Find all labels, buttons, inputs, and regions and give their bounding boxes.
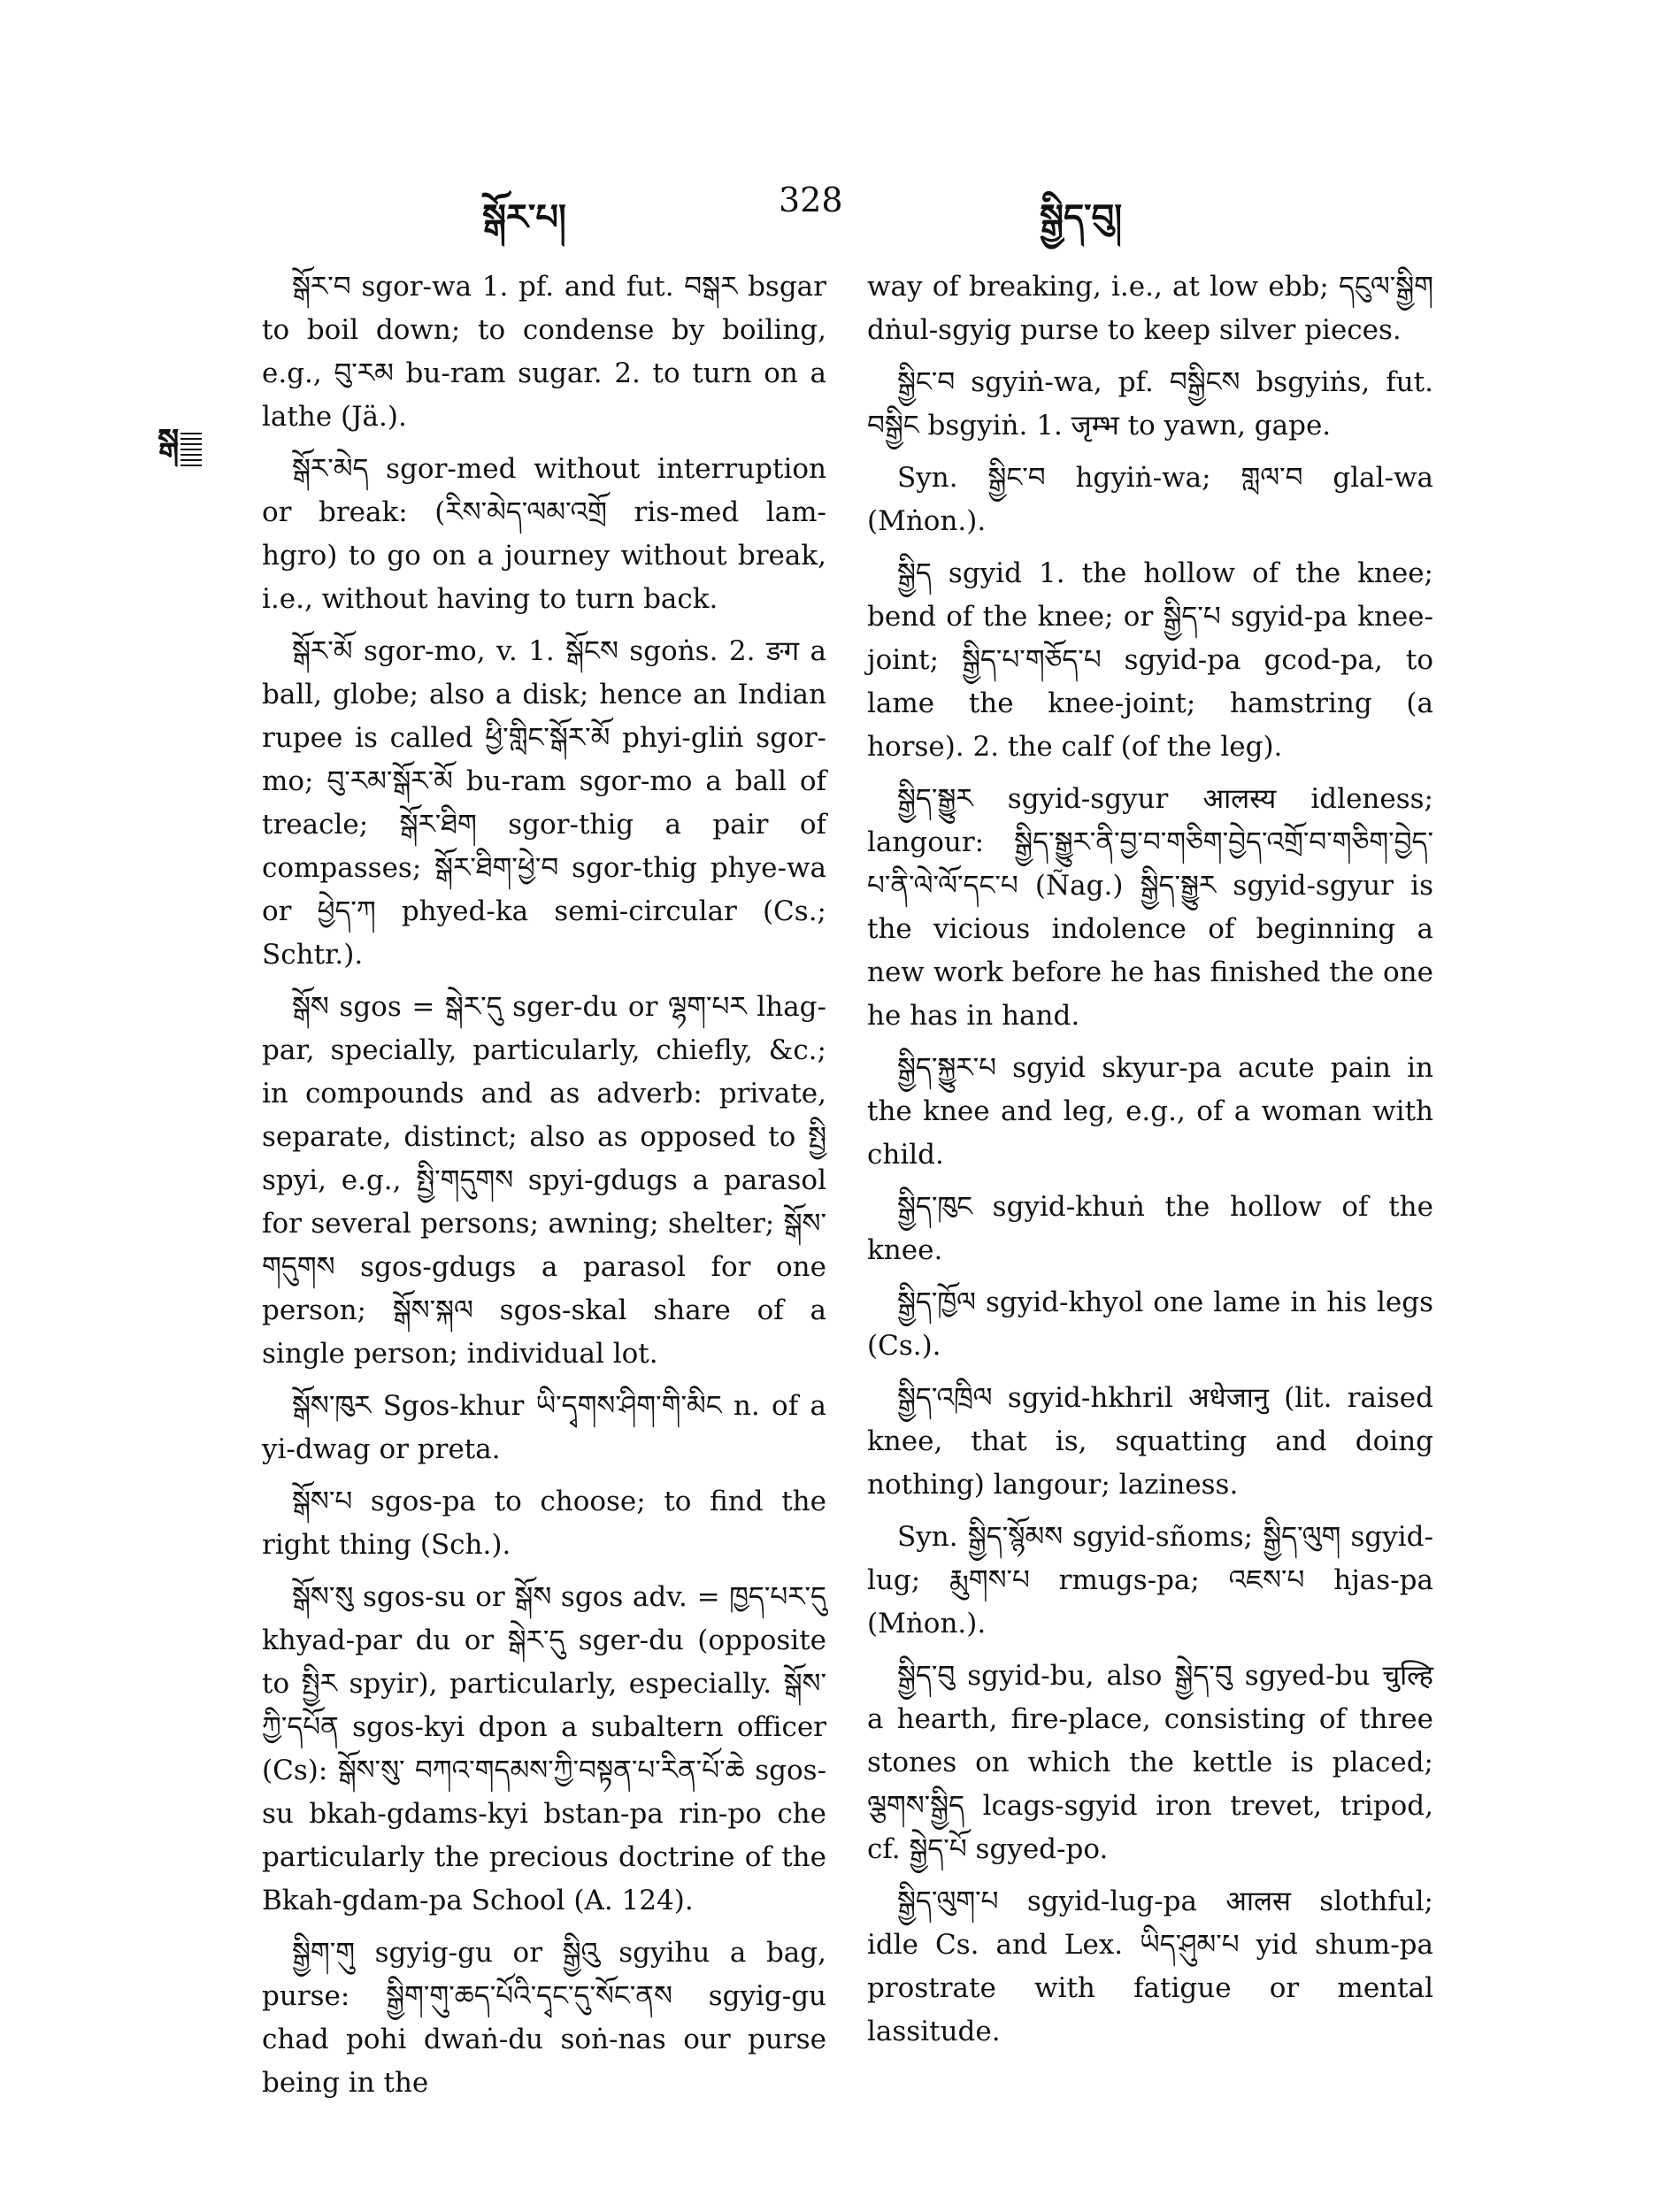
entry-sgos: སྒོས sgos = སྒེར་དུ sger-du or ལྷག་པར lhag-par, specially, particularly, chiefly, &c.; in compounds and as adverb: private, separate, distinct; also as opposed to སྤྱི spyi, e.g., སྤྱི་གདུགས spyi-gdugs a parasol for several persons; awning; shelter; སྒོས་གདུགས sgos-gdugs a parasol for one person; སྒོས་སྐལ sgos-skal share of a single person; individual lot.: [262, 991, 826, 1370]
entry-sgyid-lug-pa: སྒྱིད་ལུག་པ sgyid-lug-pa आलस slothful; idle Cs. and Lex. ཡིད་ཤུམ་པ yid shum-pa prostrate with fatigue or mental lassitude.: [867, 1886, 1433, 2047]
entry-sgyid-hkhril: སྒྱིད་འཁྲིལ sgyid-hkhril अधेजानु (lit. raised knee, that is, squatting and doing nothing) langour; laziness.: [867, 1382, 1433, 1501]
entry-sgos-khur: སྒོས་ཁུར Sgos-khur ཡི་དྭགས་ཤིག་གི་མིང n. of a yi-dwag or preta.: [262, 1390, 826, 1465]
entry-sgyig-gu: སྒྱིག་གུ sgyig-gu or སྒྱིའུ sgyihu a bag, purse: སྒྱིག་གུ་ཆད་པོའི་དྭང་དུ་སོང་ནས sgyig-gu chad pohi dwaṅ-du soṅ-nas our purse being in the: [262, 1937, 826, 2099]
side-letter-marker: [157, 423, 207, 476]
entry-sgyid-skyur-pa: སྒྱིད་སྐྱུར་པ sgyid skyur-pa acute pain in the knee and leg, e.g., of a woman with child.: [867, 1052, 1433, 1171]
entry-sgos-su: སྒོས་སུ sgos-su or སྒོས sgos adv. = ཁྱད་པར་དུ khyad-par du or སྒེར་དུ sger-du (opposite to སྤྱིར spyir), particularly, especially. སྒོས་ཀྱི་དཔོན sgos-kyi dpon a subaltern officer (Cs): སྒོས་སུ་ བཀའ་གདམས་ཀྱི་བསྟན་པ་རིན་པོ་ཆེ sgos-su bkah-gdams-kyi bstan-pa rin-po che particularly the precious doctrine of the Bkah-gdam-pa School (A. 124).: [262, 1581, 826, 1916]
side-letter: སྒ: [157, 422, 180, 459]
side-marker-lines: [180, 433, 202, 466]
entry-sgyid-khyol: སྒྱིད་ཁྱོལ sgyid-khyol one lame in his legs (Cs.).: [867, 1286, 1433, 1362]
entry-sgor-wa: སྒོར་བ sgor-wa 1. pf. and fut. བསྒར bsgar to boil down; to condense by boiling, e.g., བུ་རམ bu-ram sugar. 2. to turn on a lathe (Jä.).: [262, 271, 826, 433]
entry-sgor-med: སྒོར་མེད sgor-med without interruption or break: (རིས་མེད་ལམ་འགྲོ ris-med lam-hgro) to go on a journey without break, i.e., without having to turn back.: [262, 453, 826, 615]
page-number: 328: [779, 180, 843, 219]
page-header: [0, 175, 1659, 237]
entry-sgor-mo: སྒོར་མོ sgor-mo, v. 1. སྒོངས sgoṅs. 2. ङग a ball, globe; also a disk; hence an Indian rupee is called ཕྱི་གླིང་སྒོར་མོ phyi-gliṅ sgor-mo; བུ་རམ་སྒོར་མོ bu-ram sgor-mo a ball of treacle; སྒོར་ཐིག sgor-thig a pair of compasses; སྒོར་ཐིག་ཕྱེ་བ sgor-thig phye-wa or ཕྱེད་ཀ phyed-ka semi-circular (Cs.; Schtr.).: [262, 635, 826, 971]
entry-syn-sgyid-snoms: Syn. སྒྱིད་སྙོམས sgyid-sñoms; སྒྱིད་ལུག sgyid-lug; རྨུགས་པ rmugs-pa; འཇས་པ hjas-pa (Mṅon.).: [867, 1521, 1433, 1640]
entry-sgyid-sgyur: སྒྱིད་སྒྱུར sgyid-sgyur आलस्य idleness; langour: སྒྱིད་སྒྱུར་ནི་བྱ་བ་གཅིག་བྱེད་འགྲོ་བ་གཅིག་བྱེད་པ་ནི་ལེ་ལོ་དང་པ (Ñag.) སྒྱིད་སྒྱུར sgyid-sgyur is the vicious indolence of beginning a new work before he has finished the one he has in hand.: [867, 783, 1433, 1032]
entry-sgyid: སྒྱིད sgyid 1. the hollow of the knee; bend of the knee; or སྒྱིད་པ sgyid-pa knee-joint; སྒྱིད་པ་གཅོད་པ sgyid-pa gcod-pa, to lame the knee-joint; hamstring (a horse). 2. the calf (of the leg).: [867, 557, 1433, 763]
entry-continuation: way of breaking, i.e., at low ebb; དངུལ་སྒྱིག dṅul-sgyig purse to keep silver pieces.: [867, 271, 1433, 346]
entry-syn-hgyin-wa: Syn. སྒྱིང་བ hgyiṅ-wa; གླལ་བ glal-wa (Mṅon.).: [867, 462, 1433, 537]
entry-sgyin-wa: སྒྱིང་བ sgyiṅ-wa, pf. བསྒྱིངས bsgyiṅs, fut. བསྒྱིང bsgyiṅ. 1. जृम्भ to yawn, gape.: [867, 366, 1433, 442]
entry-sgyid-khun: སྒྱིད་ཁུང sgyid-khuṅ the hollow of the knee.: [867, 1191, 1433, 1266]
header-left-guideword: སྒོར་པ།: [482, 196, 566, 238]
header-right-guideword: སྒྱིད་བུ།: [1040, 196, 1123, 238]
right-column: [867, 265, 1433, 2062]
left-column: [262, 265, 826, 2114]
entry-sgos-pa: སྒོས་པ sgos-pa to choose; to find the right thing (Sch.).: [262, 1486, 826, 1561]
entry-sgyid-bu: སྒྱིད་བུ sgyid-bu, also སྒྱེད་བུ sgyed-bu चुल्हि a hearth, fire-place, consisting of three stones on which the kettle is placed; ལྕགས་སྒྱིད lcags-sgyid iron trevet, tripod, cf. སྒྱེད་པོ sgyed-po.: [867, 1660, 1433, 1865]
